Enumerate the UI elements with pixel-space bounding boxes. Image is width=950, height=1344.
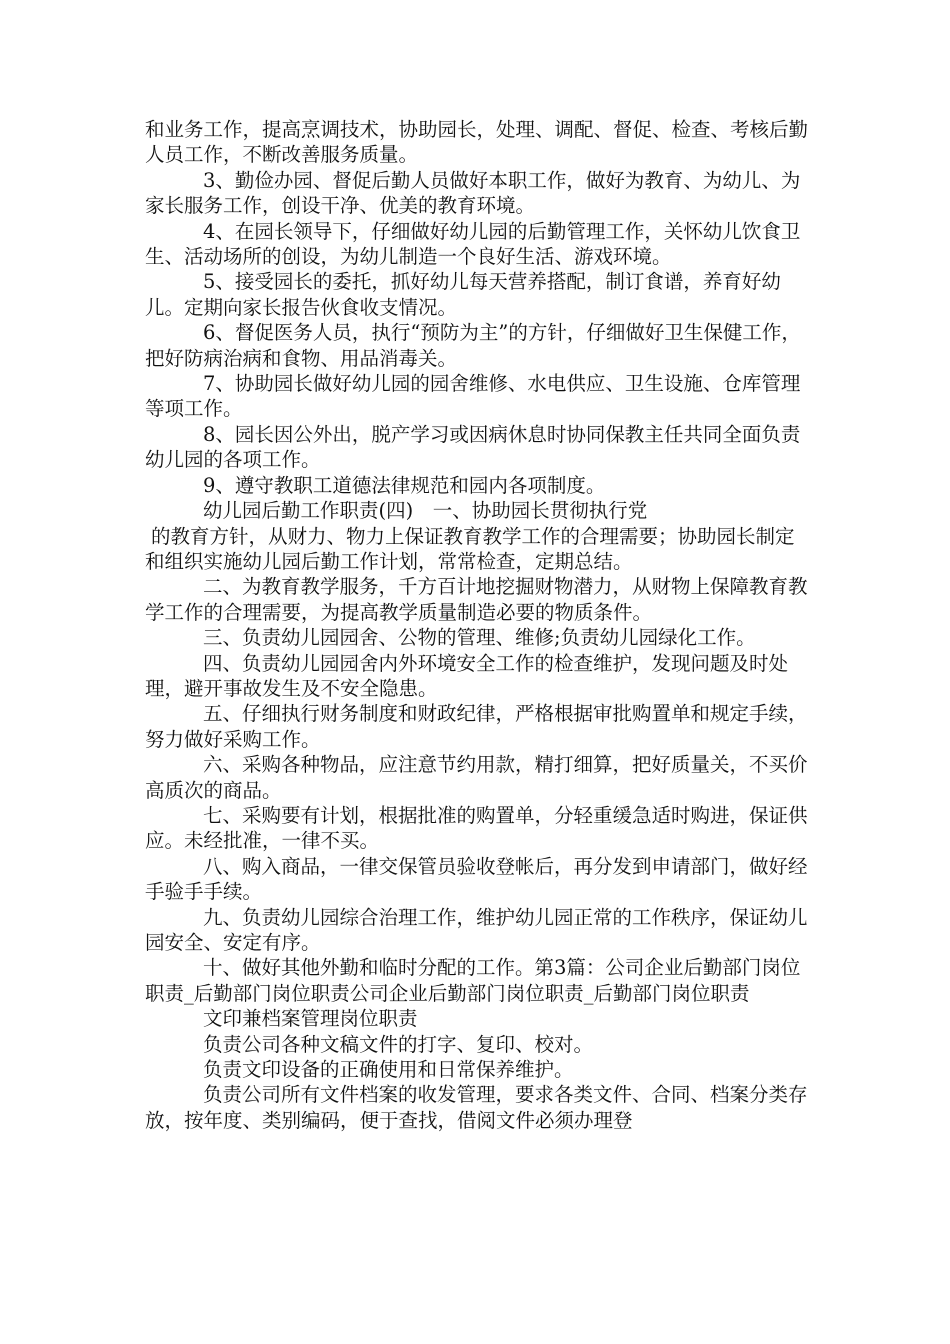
paragraph: 负责公司所有文件档案的收发管理，要求各类文件、合同、档案分类存放，按年度、类别编码，便于查找，借阅文件必须办理登 [145, 1083, 808, 1132]
section-heading: 文印兼档案管理岗位职责 [203, 1007, 418, 1031]
paragraph: 的教育方针，从财力、物力上保证教育教学工作的合理需要；协助园长制定和组织实施幼儿园后勤工作计划，常常检查，定期总结。 [145, 524, 795, 573]
paragraph: 负责公司各种文稿文件的打字、复印、校对。 [203, 1032, 594, 1056]
paragraph: 9、遵守教职工道德法律规范和园内各项制度。 [203, 473, 606, 497]
paragraph: 4、在园长领导下，仔细做好幼儿园的后勤管理工作，关怀幼儿饮食卫生、活动场所的创设，为幼儿制造一个良好生活、游戏环境。 [145, 219, 801, 269]
document-body [145, 117, 810, 1133]
paragraph: 7、协助园长做好幼儿园的园舍维修、水电供应、卫生设施、仓库管理等项工作。 [145, 372, 801, 421]
paragraph: 3、勤俭办园、督促后勤人员做好本职工作，做好为教育、为幼儿、为家长服务工作，创设干净、优美的教育环境。 [145, 168, 801, 218]
paragraph: 二、为教育教学服务，千方百计地挖掘财物潜力，从财物上保障教育教学工作的合理需要，为提高教学质量制造必要的物质条件。 [145, 575, 808, 624]
paragraph: 6、督促医务人员，执行“预防为主”的方针，仔细做好卫生保健工作，把好防病治病和食物、用品消毒关。 [145, 321, 801, 370]
paragraph: 六、采购各种物品，应注意节约用款，精打细算，把好质量关，不买价高质次的商品。 [145, 753, 808, 802]
paragraph: 八、购入商品，一律交保管员验收登帐后，再分发到申请部门，做好经手验手手续。 [145, 854, 808, 904]
paragraph: 和业务工作，提高烹调技术，协助园长，处理、调配、督促、检查、考核后勤人员工作，不断改善服务质量。 [145, 118, 809, 167]
paragraph: 十、做好其他外勤和临时分配的工作。第3篇：公司企业后勤部门岗位职责_后勤部门岗位职责公司企业后勤部门岗位职责_后勤部门岗位职责 [145, 956, 801, 1005]
paragraph: 九、负责幼儿园综合治理工作，维护幼儿园正常的工作秩序，保证幼儿园安全、安定有序。 [145, 905, 808, 954]
paragraph: 5、接受园长的委托，抓好幼儿每天营养搭配，制订食谱，养育好幼儿。定期向家长报告伙食收支情况。 [145, 270, 781, 319]
section-heading: 幼儿园后勤工作职责(四) 一、协助园长贯彻执行党 [203, 499, 648, 523]
paragraph: 负责文印设备的正确使用和日常保养维护。 [203, 1058, 574, 1082]
paragraph: 三、负责幼儿园园舍、公物的管理、维修;负责幼儿园绿化工作。 [203, 626, 756, 650]
paragraph: 七、采购要有计划，根据批准的购置单，分轻重缓急适时购进，保证供应。未经批准，一律不买。 [145, 803, 808, 853]
paragraph: 五、仔细执行财务制度和财政纪律，严格根据审批购置单和规定手续，努力做好采购工作。 [145, 702, 808, 751]
paragraph: 四、负责幼儿园园舍内外环境安全工作的检查维护，发现问题及时处理，避开事故发生及不安全隐患。 [145, 651, 789, 700]
paragraph: 8、园长因公外出，脱产学习或因病休息时协同保教主任共同全面负责幼儿园的各项工作。 [145, 422, 801, 472]
